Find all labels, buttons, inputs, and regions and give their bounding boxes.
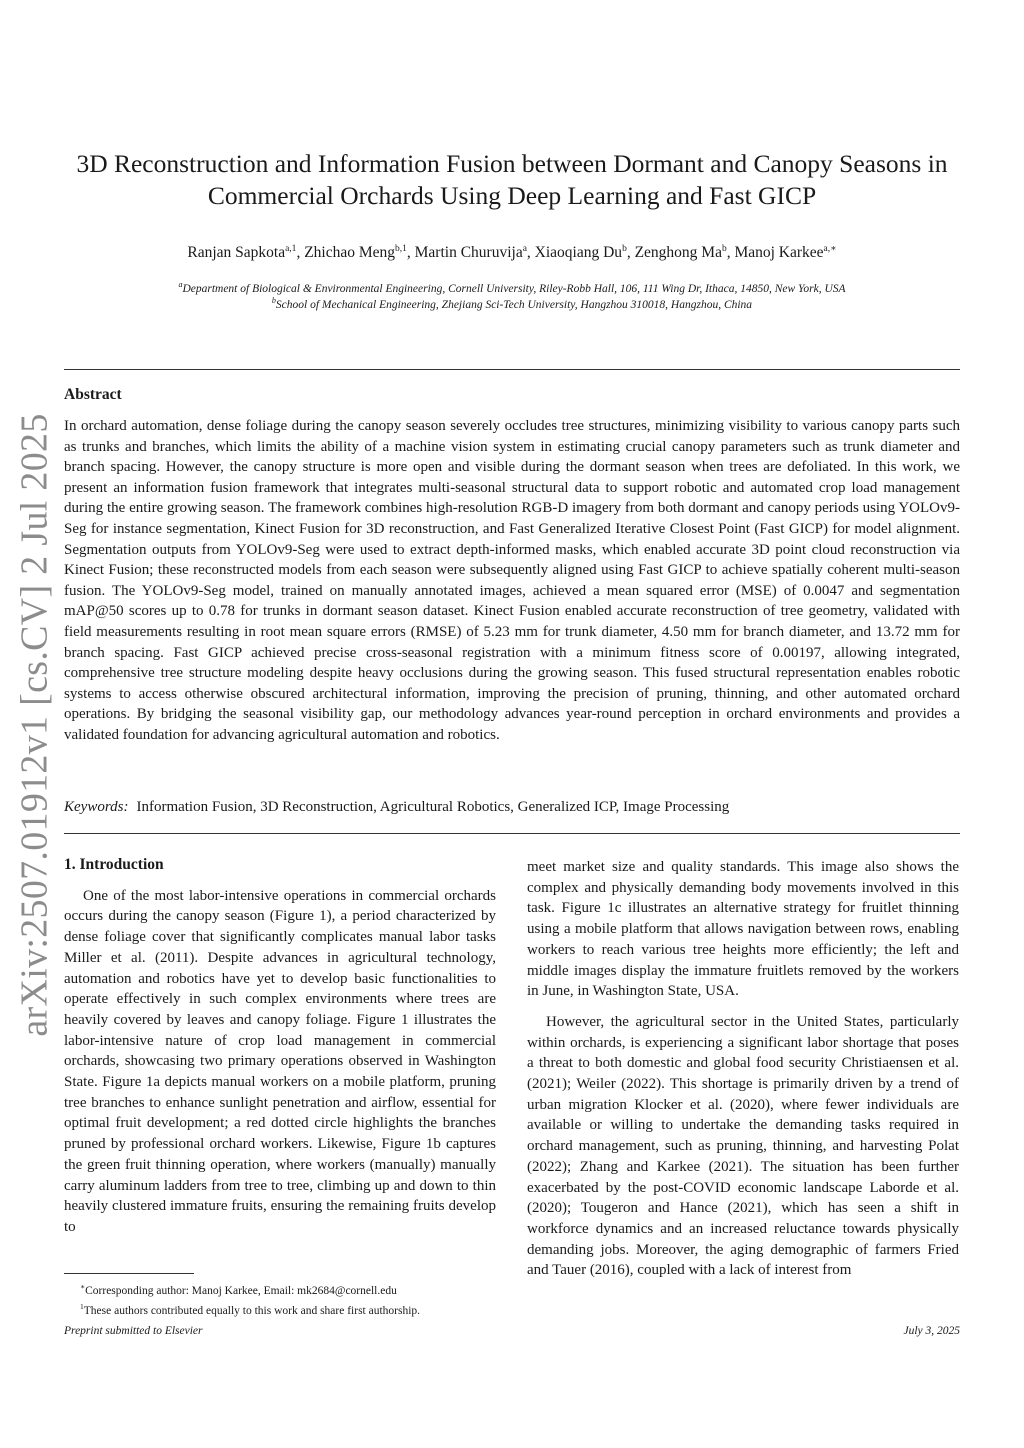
footer-preprint-note: Preprint submitted to Elsevier xyxy=(64,1325,203,1337)
footnote-equal-contribution xyxy=(80,1299,500,1319)
author-name: Ranjan Sapkota xyxy=(187,244,286,262)
abstract-body: In orchard automation, dense foliage during the canopy season severely occludes tree structures, minimizing visibility to various canopy parts such as trunks and branches, which limits the ability of a machine vision system in estimating crucial canopy parameters such as trunk diameter and branch spacing. However, the canopy structure is more open and visible during the dormant season when trees are defoliated. In this work, we present an information fusion framework that integrates multi-seasonal structural data to support robotic and automated crop load management during the entire growing season. The framework combines high-resolution RGB-D imagery from both dormant and canopy periods using YOLOv9-Seg for instance segmentation, Kinect Fusion for 3D reconstruction, and Fast Generalized Iterative Closest Point (Fast GICP) for model alignment. Segmentation outputs from YOLOv9-Seg were used to extract depth-informed masks, which enabled accurate 3D point cloud reconstruction via Kinect Fusion; these reconstructed models from each season were subsequently aligned using Fast GICP to achieve spatially coherent multi-season fusion. The YOLOv9-Seg model, trained on manually annotated images, achieved a mean squared error (MSE) of 0.0047 and segmentation mAP@50 scores up to 0.78 for trunks in dormant season dataset. Kinect Fusion enabled accurate reconstruction of tree geometry, validated with field measurements resulting in root mean square errors (RMSE) of 5.23 mm for trunk diameter, 4.50 mm for branch diameter, and 13.72 mm for branch spacing. Fast GICP achieved precise cross-seasonal registration with a minimum fitness score of 0.00197, allowing integrated, comprehensive tree structure modeling despite heavy occlusions during the growing season. This fused structural representation enables robotic systems to access otherwise obscured architectural information, improving the precision of pruning, thinning, and other automated orchard operations. By bridging the seasonal visibility gap, our methodology advances year-round perception in orchard environments and provides a validated foundation for advancing agricultural automation and robotics. xyxy=(64,418,960,743)
footnote-text-1: Corresponding author: Manoj Karkee, Email: mk2684@cornell.edu xyxy=(85,1284,397,1297)
author-separator: , xyxy=(626,244,635,262)
affiliation-a-text: Department of Biological & Environmental Engineering, Cornell University, Riley-Robb Hall, 106, 111 Wing Dr, Ithaca, 14850, New York, USA xyxy=(182,282,846,295)
abstract-top-rule xyxy=(64,369,960,370)
abstract-heading: Abstract xyxy=(64,386,122,403)
author-affiliation-mark: a,∗ xyxy=(823,244,837,254)
author-separator: , xyxy=(526,244,535,262)
arxiv-identifier-text: arXiv:2507.01912v1 [cs.CV] 2 Jul 2025 xyxy=(14,413,56,1037)
footnote-text-2: These authors contributed equally to this work and share first authorship. xyxy=(83,1304,421,1317)
introduction-paragraph-1: One of the most labor-intensive operations in commercial orchards occurs during the canopy season (Figure 1), a period characterized by dense foliage cover that significantly complicates manual labor tasks Miller et al. (2011). Despite advances in agricultural technology, automation and robotics have yet to develop basic functionalities to operate effectively in such complex environments where trees are heavily covered by leaves and canopy foliage. Figure 1 illustrates the labor-intensive nature of crop load management in commercial orchards, showcasing two primary operations observed in Washington State. Figure 1a depicts manual workers on a mobile platform, pruning tree branches to enhance sunlight penetration and airflow, essential for optimal fruit development; a red dotted circle highlights the branches pruned by professional orchard workers. Likewise, Figure 1b captures the green fruit thinning operation, where workers (manually) manually carry aluminum ladders from tree to tree, climbing up and down to thin heavily clustered immature fruits, ensuring the remaining fruits develop to xyxy=(64,887,496,1235)
paper-title xyxy=(64,148,960,212)
author-name: Zenghong Ma xyxy=(634,244,722,262)
author-affiliation-mark: a,1 xyxy=(285,244,297,254)
footer-date: July 3, 2025 xyxy=(903,1325,960,1337)
footnotes xyxy=(80,1279,500,1319)
author-list xyxy=(64,238,960,264)
right-column xyxy=(527,857,959,1281)
author-name: Martin Churuvija xyxy=(414,244,523,262)
keywords-label: Keywords: xyxy=(64,799,129,815)
keywords-line xyxy=(64,797,960,817)
author-affiliation-mark: b xyxy=(721,244,727,254)
affiliation-b-text: School of Mechanical Engineering, Zhejiang Sci-Tech University, Hangzhou 310018, Hangzhou, China xyxy=(275,298,753,311)
footnote-mark-1: 1 xyxy=(80,1301,84,1311)
footnote-corresponding-author xyxy=(80,1279,500,1299)
author-affiliation-mark: a xyxy=(522,244,527,254)
author-affiliation-mark: b xyxy=(622,244,627,254)
author-name: Manoj Karkee xyxy=(734,244,824,262)
footnote-rule xyxy=(64,1273,194,1274)
author-separator: , xyxy=(296,244,305,262)
arxiv-identifier-stamp xyxy=(10,413,60,1037)
author-separator: , xyxy=(726,244,735,262)
author-name: Zhichao Meng xyxy=(304,244,396,262)
footnote-mark-star: ∗ xyxy=(80,1282,86,1291)
author-affiliation-mark: b,1 xyxy=(395,244,407,254)
title-line-1: 3D Reconstruction and Information Fusion between Dormant and Canopy Seasons in xyxy=(76,149,948,178)
right-column-paragraph-2: However, the agricultural sector in the United States, particularly within orchards, is experiencing a significant labor shortage that poses a threat to both domestic and global food security Christiaensen et al. (2021); Weiler (2022). This shortage is primarily driven by a trend of urban migration Klocker et al. (2020), where fewer individuals are available or willing to undertake the demanding tasks required in orchard management, such as pruning, thinning, and harvesting Polat (2022); Zhang and Karkee (2021). The situation has been further exacerbated by the post-COVID economic landscape Laborde et al. (2020); Tougeron and Hance (2021), which has seen a shift in workforce dynamics and an increased reluctance towards physically demanding jobs. Moreover, the aging demographic of farmers Fried and Tauer (2016), coupled with a lack of interest from xyxy=(527,1013,959,1279)
author-separator: , xyxy=(406,244,415,262)
keywords-list: Information Fusion, 3D Reconstruction, Agricultural Robotics, Generalized ICP, Image Processing xyxy=(136,799,730,815)
author-name: Xiaoqiang Du xyxy=(534,244,623,262)
affiliation-b xyxy=(64,293,960,313)
affiliation-b-mark: b xyxy=(271,296,276,305)
title-line-2: Commercial Orchards Using Deep Learning and Fast GICP xyxy=(207,181,817,210)
abstract-bottom-rule xyxy=(64,833,960,834)
right-column-paragraph-1: meet market size and quality standards. This image also shows the complex and physically demanding body movements involved in this task. Figure 1c illustrates an alternative strategy for fruitlet thinning using a mobile platform that allows navigation between rows, enabling workers to reach various tree heights more efficiently; the left and middle images display the immature fruitlets removed by the workers in June, in Washington State, USA. xyxy=(527,859,959,1000)
affiliation-a-mark: a xyxy=(178,280,183,289)
introduction-heading: 1. Introduction xyxy=(64,856,164,873)
left-column xyxy=(64,855,496,1238)
